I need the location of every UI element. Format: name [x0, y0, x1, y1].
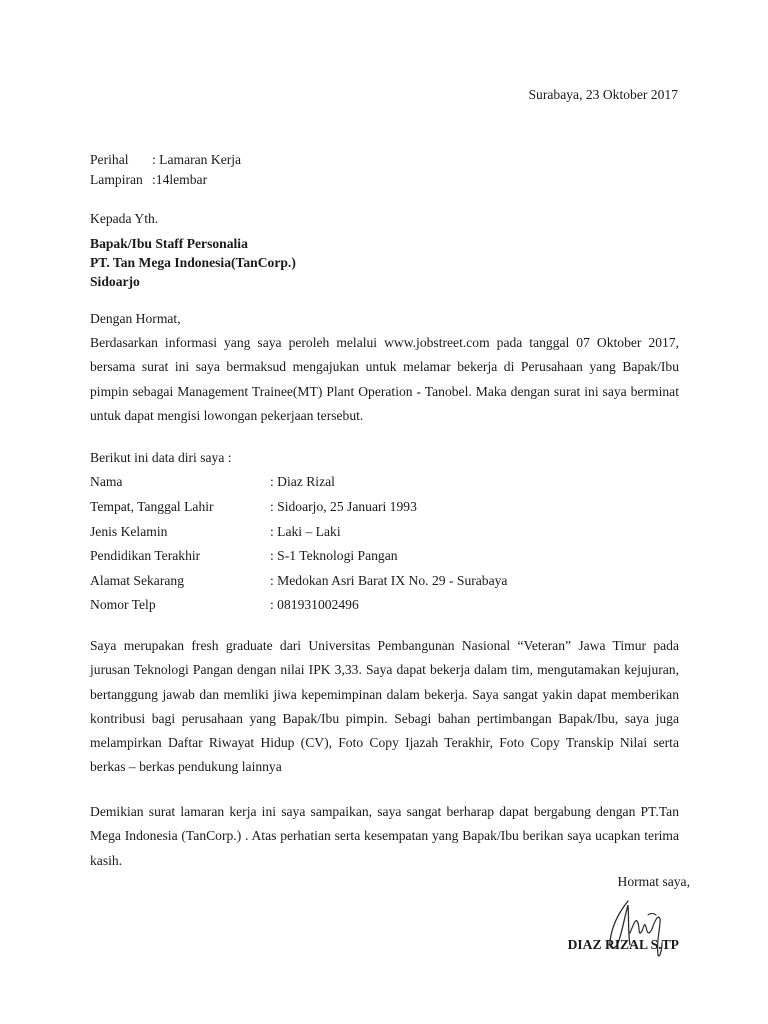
data-row — [90, 524, 341, 540]
paragraph-closing: Demikian surat lamaran kerja ini saya sampaikan, saya sangat berharap dapat bergabung dengan PT.Tan Mega Indonesia (TanCorp.) . Atas perhatian serta kesempatan yang Bapak/Ibu berikan saya ucapkan terima kasih. — [90, 804, 679, 868]
data-row — [90, 597, 359, 613]
perihal-row — [90, 152, 241, 168]
data-label: Pendidikan Terakhir — [90, 548, 201, 563]
paragraph-intro: Berdasarkan informasi yang saya peroleh melalui www.jobstreet.com pada tanggal 07 Oktober 2017, bersama surat ini saya bermaksud mengajukan untuk melamar bekerja di Perusahaan yang Bapak/Ibu pimpin sebagai Management Trainee(MT) Plant Operation - Tanobel. Maka dengan surat ini saya berminat untuk dapat mengisi lowongan pekerjaan tersebut. — [90, 335, 679, 423]
perihal-label: Perihal — [90, 152, 129, 167]
data-value: : 081931002496 — [270, 597, 359, 612]
data-label: Nama — [90, 474, 123, 489]
place-date: Surabaya, 23 Oktober 2017 — [528, 87, 678, 102]
recipient-line-3: Sidoarjo — [90, 274, 140, 289]
data-row — [90, 573, 507, 589]
data-intro: Berikut ini data diri saya : — [90, 450, 232, 465]
data-row — [90, 548, 398, 564]
data-value: : Diaz Rizal — [270, 474, 335, 489]
lampiran-row — [90, 172, 207, 188]
data-label: Tempat, Tanggal Lahir — [90, 499, 214, 514]
perihal-value: : Lamaran Kerja — [152, 152, 242, 167]
data-label: Alamat Sekarang — [90, 573, 184, 588]
data-row — [90, 499, 417, 515]
data-value: : Sidoarjo, 25 Januari 1993 — [270, 499, 417, 514]
paragraph-profile: Saya merupakan fresh graduate dari Universitas Pembangunan Nasional “Veteran” Jawa Timur pada jurusan Teknologi Pangan dengan nilai IPK 3,33. Saya dapat bekerja dalam tim, mengutamakan kejujuran, bertanggung jawab dan memliki jiwa kepemimpinan dalam bekerja. Saya sangat yakin dapat memberikan kontribusi bagi perusahaan yang Bapak/Ibu pimpin. Sebagi bahan pertimbangan Bapak/Ibu, saya juga melampirkan Daftar Riwayat Hidup (CV), Foto Copy Ijazah Terakhir, Foto Copy Transkip Nilai serta berkas – berkas pendukung lainnya — [90, 638, 679, 775]
data-value: : Medokan Asri Barat IX No. 29 - Surabaya — [270, 573, 508, 588]
signer-name: DIAZ RIZAL S.TP — [567, 937, 679, 952]
kepada-line: Kepada Yth. — [90, 211, 159, 226]
data-value: : S-1 Teknologi Pangan — [270, 548, 398, 563]
greeting: Dengan Hormat, — [90, 311, 181, 326]
data-label: Nomor Telp — [90, 597, 156, 612]
recipient-line-2: PT. Tan Mega Indonesia(TanCorp.) — [90, 255, 296, 270]
data-row — [90, 474, 335, 490]
closing-greeting: Hormat saya, — [617, 874, 690, 889]
recipient-line-1: Bapak/Ibu Staff Personalia — [90, 236, 248, 251]
lampiran-label: Lampiran — [90, 172, 143, 187]
data-label: Jenis Kelamin — [90, 524, 168, 539]
data-value: : Laki – Laki — [270, 524, 341, 539]
lampiran-value: :14lembar — [152, 172, 208, 187]
